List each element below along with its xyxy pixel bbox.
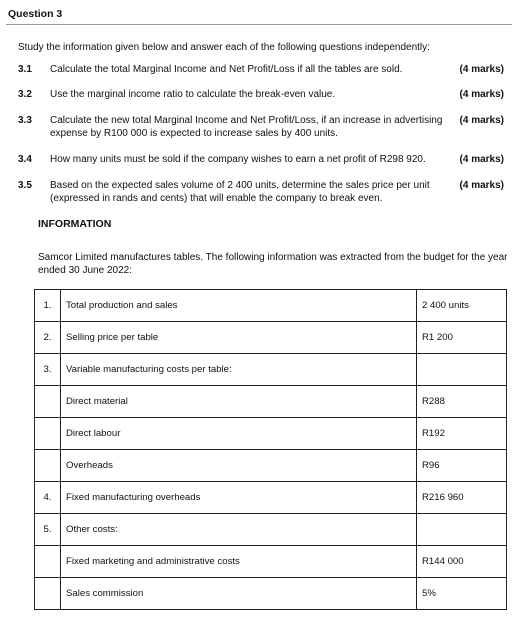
- intro-text: Study the information given below and answer each of the following questions independently:: [18, 42, 430, 53]
- row-label: Fixed marketing and administrative costs: [61, 546, 417, 578]
- question-marks: (4 marks): [459, 89, 504, 100]
- information-text: Samcor Limited manufactures tables. The following information was extracted from the budget for the year ended 30 June 2022:: [38, 252, 508, 276]
- row-number: [35, 450, 61, 482]
- table-row: [35, 290, 507, 322]
- row-label: Selling price per table: [61, 322, 417, 354]
- row-label: Overheads: [61, 450, 417, 482]
- question-number: 3.1: [18, 64, 32, 75]
- question-marks: (4 marks): [459, 115, 504, 126]
- question-text: Based on the expected sales volume of 2 400 units, determine the sales price per unit (expressed in rands and cents) that will enable the company to break even.: [50, 180, 430, 204]
- table-row: [35, 322, 507, 354]
- row-value: R288: [417, 386, 507, 418]
- information-heading: INFORMATION: [38, 218, 112, 230]
- question-text: How many units must be sold if the company wishes to earn a net profit of R298 920.: [50, 154, 426, 165]
- question-text: Calculate the total Marginal Income and Net Profit/Loss if all the tables are sold.: [50, 64, 403, 75]
- row-label: Total production and sales: [61, 290, 417, 322]
- row-value: [417, 354, 507, 386]
- table-row: [35, 546, 507, 578]
- question-number: 3.2: [18, 89, 32, 100]
- table-row: [35, 354, 507, 386]
- title-divider: [6, 24, 512, 25]
- question-title: Question 3: [8, 8, 63, 20]
- row-value: R96: [417, 450, 507, 482]
- row-value: R192: [417, 418, 507, 450]
- row-number: 5.: [35, 514, 61, 546]
- row-number: 2.: [35, 322, 61, 354]
- table-row: [35, 482, 507, 514]
- table-row: [35, 578, 507, 610]
- row-label: Sales commission: [61, 578, 417, 610]
- row-value: 5%: [417, 578, 507, 610]
- question-text: Use the marginal income ratio to calculate the break-even value.: [50, 89, 336, 100]
- table-row: [35, 386, 507, 418]
- row-number: 1.: [35, 290, 61, 322]
- question-marks: (4 marks): [459, 180, 504, 191]
- question-text: Calculate the new total Marginal Income and Net Profit/Loss, if an increase in advertising expense by R100 000 is expected to increase sales by 400 units.: [50, 115, 443, 139]
- table-row: [35, 418, 507, 450]
- row-number: [35, 418, 61, 450]
- row-number: 4.: [35, 482, 61, 514]
- row-value: 2 400 units: [417, 290, 507, 322]
- row-label: Variable manufacturing costs per table:: [61, 354, 417, 386]
- question-number: 3.5: [18, 180, 32, 191]
- row-value: R144 000: [417, 546, 507, 578]
- question-marks: (4 marks): [459, 154, 504, 165]
- question-marks: (4 marks): [459, 64, 504, 75]
- row-value: [417, 514, 507, 546]
- table-row: [35, 514, 507, 546]
- budget-table: [34, 289, 507, 610]
- row-label: Other costs:: [61, 514, 417, 546]
- question-number: 3.3: [18, 115, 32, 126]
- question-number: 3.4: [18, 154, 32, 165]
- row-label: Direct labour: [61, 418, 417, 450]
- row-label: Fixed manufacturing overheads: [61, 482, 417, 514]
- row-number: [35, 386, 61, 418]
- table-row: [35, 450, 507, 482]
- row-number: [35, 578, 61, 610]
- row-value: R216 960: [417, 482, 507, 514]
- row-number: [35, 546, 61, 578]
- row-label: Direct material: [61, 386, 417, 418]
- row-value: R1 200: [417, 322, 507, 354]
- row-number: 3.: [35, 354, 61, 386]
